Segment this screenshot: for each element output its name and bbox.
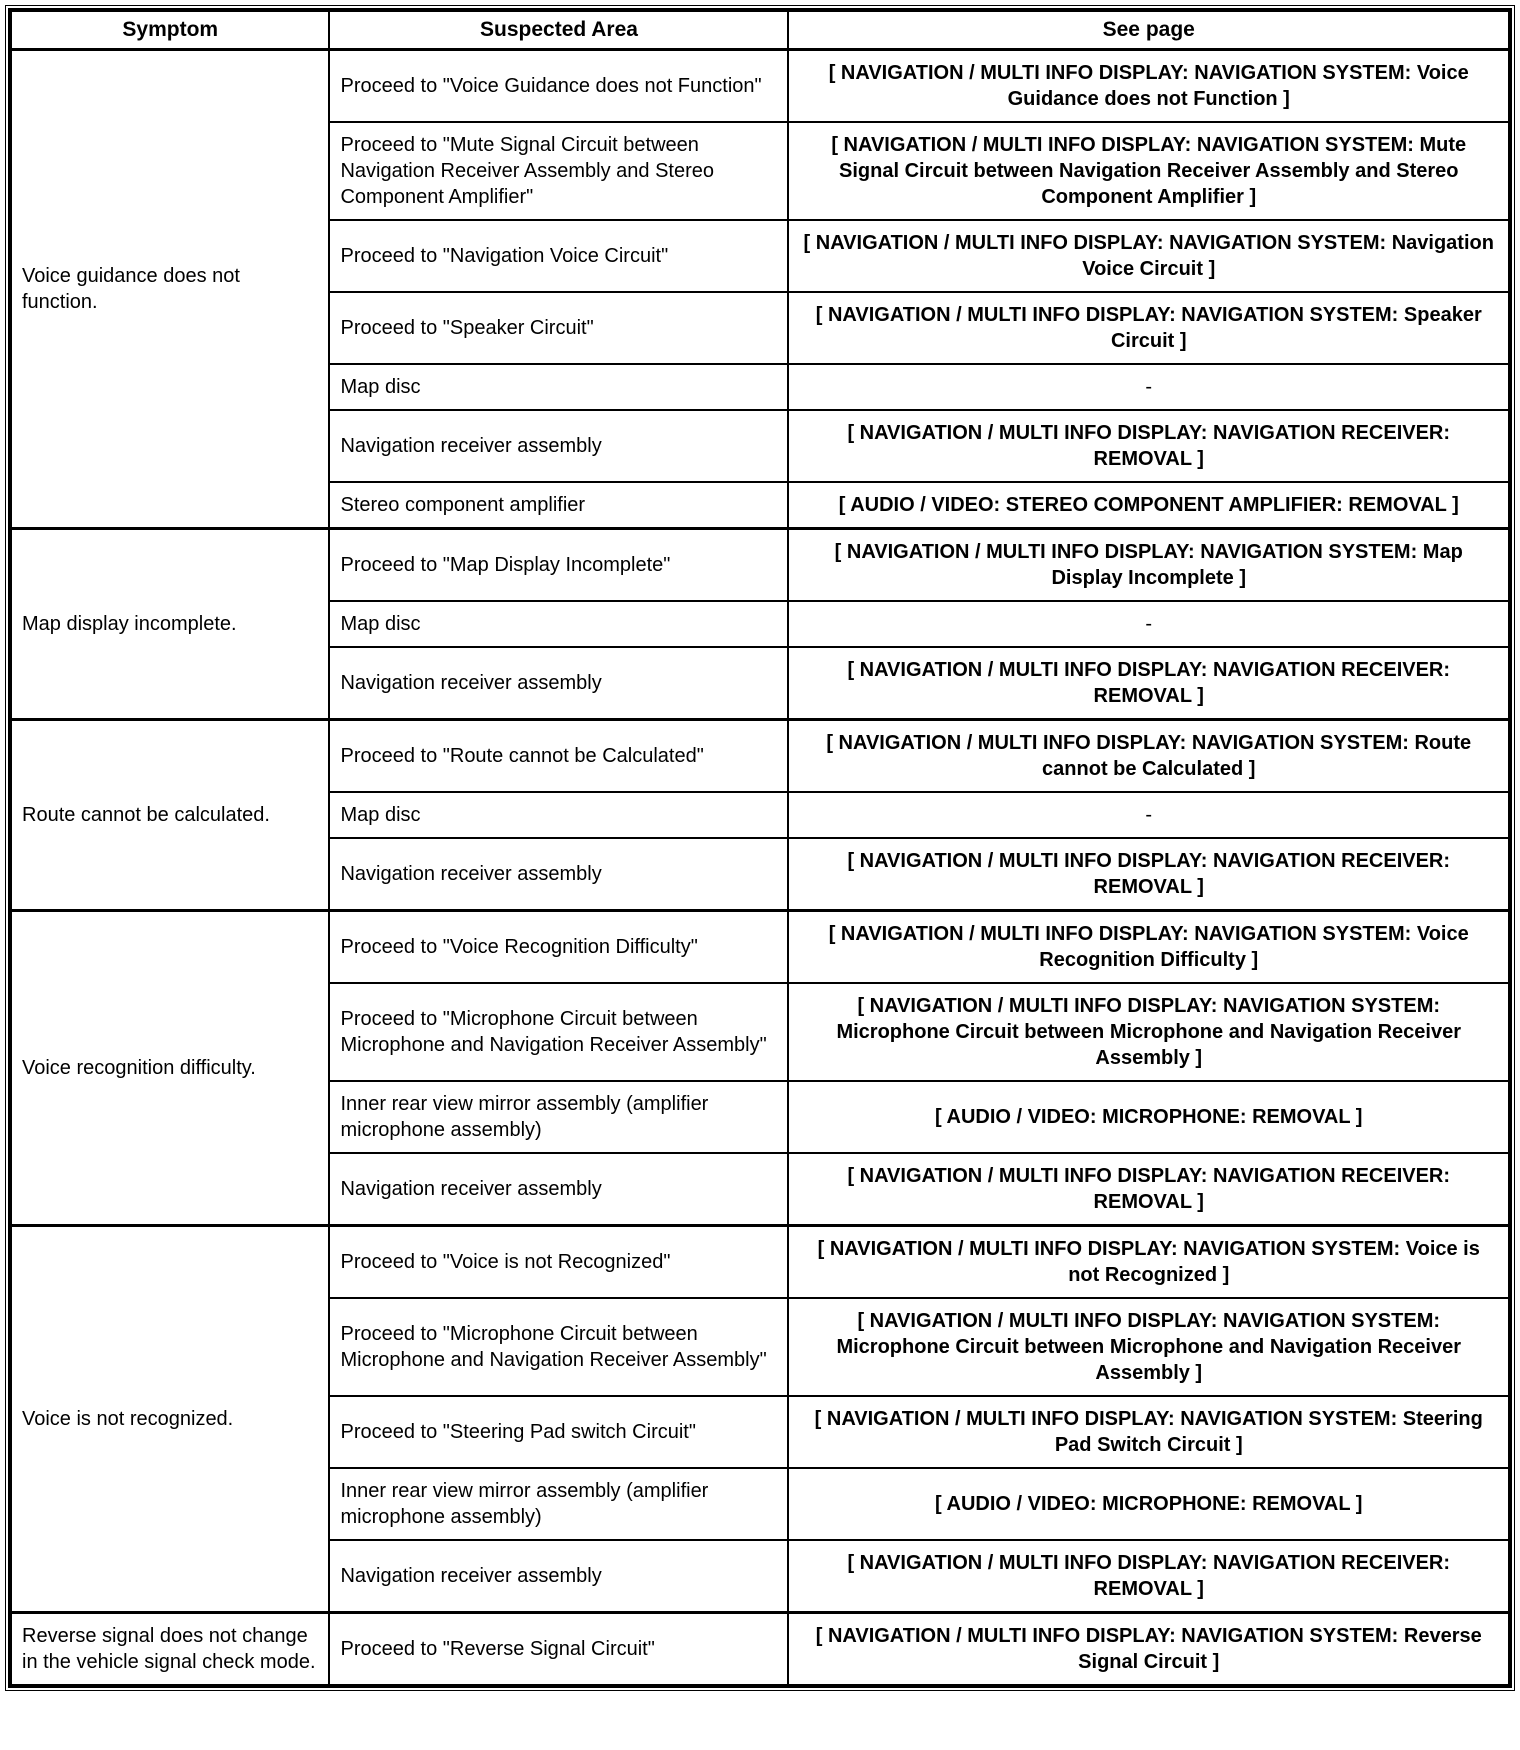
see-page-cell: [ NAVIGATION / MULTI INFO DISPLAY: NAVIGATION SYSTEM: Microphone Circuit between Microphone and Navigation Receiver Assembly ] [788,983,1510,1081]
suspected-area-cell: Navigation receiver assembly [329,1540,788,1613]
column-header-see-page: See page [788,10,1510,50]
suspected-area-cell: Proceed to "Voice Recognition Difficulty" [329,911,788,984]
symptom-cell: Voice guidance does not function. [10,50,329,529]
suspected-area-cell: Proceed to "Steering Pad switch Circuit" [329,1396,788,1468]
see-page-cell: [ NAVIGATION / MULTI INFO DISPLAY: NAVIGATION SYSTEM: Voice is not Recognized ] [788,1226,1510,1299]
see-page-cell: [ NAVIGATION / MULTI INFO DISPLAY: NAVIGATION SYSTEM: Mute Signal Circuit between Navigation Receiver Assembly and Stereo Component Amplifier ] [788,122,1510,220]
suspected-area-cell: Navigation receiver assembly [329,838,788,911]
table-row [10,720,1510,793]
see-page-cell: [ NAVIGATION / MULTI INFO DISPLAY: NAVIGATION RECEIVER: REMOVAL ] [788,1540,1510,1613]
suspected-area-cell: Map disc [329,364,788,410]
see-page-cell: [ NAVIGATION / MULTI INFO DISPLAY: NAVIGATION SYSTEM: Route cannot be Calculated ] [788,720,1510,793]
see-page-cell: [ NAVIGATION / MULTI INFO DISPLAY: NAVIGATION RECEIVER: REMOVAL ] [788,838,1510,911]
table-row [10,529,1510,602]
see-page-cell: - [788,792,1510,838]
see-page-cell: [ NAVIGATION / MULTI INFO DISPLAY: NAVIGATION SYSTEM: Map Display Incomplete ] [788,529,1510,602]
symptom-table [8,8,1512,1688]
suspected-area-cell: Proceed to "Speaker Circuit" [329,292,788,364]
suspected-area-cell: Proceed to "Voice is not Recognized" [329,1226,788,1299]
table-header [10,10,1510,50]
see-page-cell: - [788,364,1510,410]
see-page-cell: [ NAVIGATION / MULTI INFO DISPLAY: NAVIGATION RECEIVER: REMOVAL ] [788,647,1510,720]
see-page-cell: [ AUDIO / VIDEO: STEREO COMPONENT AMPLIFIER: REMOVAL ] [788,482,1510,529]
suspected-area-cell: Stereo component amplifier [329,482,788,529]
symptom-cell: Voice is not recognized. [10,1226,329,1613]
symptom-cell: Map display incomplete. [10,529,329,720]
suspected-area-cell: Proceed to "Microphone Circuit between Microphone and Navigation Receiver Assembly" [329,1298,788,1396]
suspected-area-cell: Proceed to "Microphone Circuit between Microphone and Navigation Receiver Assembly" [329,983,788,1081]
suspected-area-cell: Proceed to "Map Display Incomplete" [329,529,788,602]
see-page-cell: [ NAVIGATION / MULTI INFO DISPLAY: NAVIGATION SYSTEM: Speaker Circuit ] [788,292,1510,364]
see-page-cell: [ NAVIGATION / MULTI INFO DISPLAY: NAVIGATION SYSTEM: Voice Recognition Difficulty ] [788,911,1510,984]
see-page-cell: [ AUDIO / VIDEO: MICROPHONE: REMOVAL ] [788,1468,1510,1540]
see-page-cell: [ NAVIGATION / MULTI INFO DISPLAY: NAVIGATION RECEIVER: REMOVAL ] [788,410,1510,482]
see-page-cell: [ NAVIGATION / MULTI INFO DISPLAY: NAVIGATION SYSTEM: Steering Pad Switch Circuit ] [788,1396,1510,1468]
symptom-table-body [10,50,1510,1687]
suspected-area-cell: Proceed to "Voice Guidance does not Function" [329,50,788,123]
suspected-area-cell: Proceed to "Mute Signal Circuit between Navigation Receiver Assembly and Stereo Component Amplifier" [329,122,788,220]
suspected-area-cell: Inner rear view mirror assembly (amplifier microphone assembly) [329,1081,788,1153]
table-row [10,50,1510,123]
suspected-area-cell: Navigation receiver assembly [329,1153,788,1226]
see-page-cell: [ NAVIGATION / MULTI INFO DISPLAY: NAVIGATION SYSTEM: Reverse Signal Circuit ] [788,1613,1510,1687]
table-frame [5,5,1515,1691]
suspected-area-cell: Proceed to "Route cannot be Calculated" [329,720,788,793]
symptom-cell: Route cannot be calculated. [10,720,329,911]
see-page-cell: [ NAVIGATION / MULTI INFO DISPLAY: NAVIGATION SYSTEM: Microphone Circuit between Microphone and Navigation Receiver Assembly ] [788,1298,1510,1396]
column-header-symptom: Symptom [10,10,329,50]
see-page-cell: [ AUDIO / VIDEO: MICROPHONE: REMOVAL ] [788,1081,1510,1153]
suspected-area-cell: Navigation receiver assembly [329,647,788,720]
table-row [10,911,1510,984]
see-page-cell: - [788,601,1510,647]
table-row [10,1226,1510,1299]
header-row [10,10,1510,50]
symptom-cell: Reverse signal does not change in the vehicle signal check mode. [10,1613,329,1687]
suspected-area-cell: Map disc [329,601,788,647]
suspected-area-cell: Proceed to "Navigation Voice Circuit" [329,220,788,292]
suspected-area-cell: Proceed to "Reverse Signal Circuit" [329,1613,788,1687]
suspected-area-cell: Navigation receiver assembly [329,410,788,482]
suspected-area-cell: Inner rear view mirror assembly (amplifier microphone assembly) [329,1468,788,1540]
table-row [10,1613,1510,1687]
column-header-suspected-area: Suspected Area [329,10,788,50]
see-page-cell: [ NAVIGATION / MULTI INFO DISPLAY: NAVIGATION RECEIVER: REMOVAL ] [788,1153,1510,1226]
symptom-cell: Voice recognition difficulty. [10,911,329,1226]
see-page-cell: [ NAVIGATION / MULTI INFO DISPLAY: NAVIGATION SYSTEM: Navigation Voice Circuit ] [788,220,1510,292]
suspected-area-cell: Map disc [329,792,788,838]
see-page-cell: [ NAVIGATION / MULTI INFO DISPLAY: NAVIGATION SYSTEM: Voice Guidance does not Function ] [788,50,1510,123]
